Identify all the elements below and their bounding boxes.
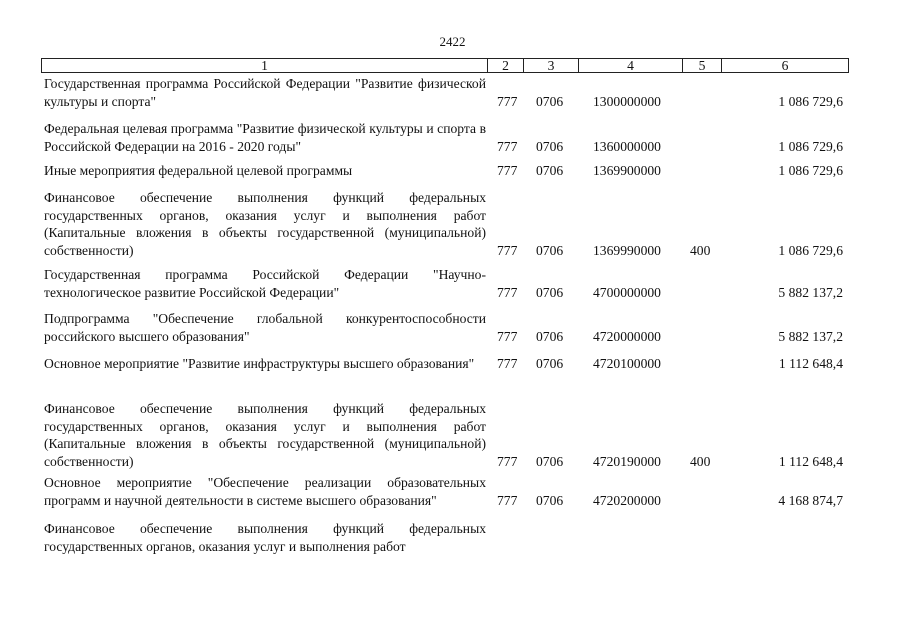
- amount: 1 086 729,6: [778, 242, 843, 258]
- ministry-code: 777: [497, 93, 518, 109]
- table-row: [44, 520, 850, 555]
- section-code: 0706: [536, 328, 564, 344]
- ministry-code: 777: [497, 242, 518, 258]
- section-code: 0706: [536, 356, 564, 371]
- row-description: Подпрограмма "Обеспечение глобальной конкурентоспособности российского высшего образования": [44, 311, 486, 344]
- row-codes: [486, 492, 850, 510]
- ministry-code: 777: [497, 163, 518, 178]
- table-row: [44, 310, 850, 345]
- row-codes: [486, 355, 850, 373]
- amount: 1 086 729,6: [778, 163, 843, 178]
- row-codes: [486, 242, 850, 260]
- section-code: 0706: [536, 242, 564, 258]
- section-code: 0706: [536, 492, 564, 508]
- section-code: 0706: [536, 93, 564, 109]
- row-codes: [486, 538, 850, 556]
- target-article-code: 1300000000: [593, 93, 661, 109]
- expense-type-code: 400: [690, 453, 711, 469]
- ministry-code: 777: [497, 284, 518, 300]
- amount: 4 168 874,7: [778, 492, 843, 508]
- header-col-1: 1: [42, 59, 488, 72]
- amount: 1 086 729,6: [778, 138, 843, 154]
- row-codes: [486, 138, 850, 156]
- amount: 1 112 648,4: [778, 453, 843, 469]
- table-row: [44, 400, 850, 470]
- row-codes: [486, 284, 850, 302]
- section-code: 0706: [536, 284, 564, 300]
- amount: 1 086 729,6: [778, 93, 843, 109]
- row-description: Основное мероприятие "Обеспечение реализации образовательных программ и научной деятельности в системе высшего образования": [44, 475, 486, 508]
- row-codes: [486, 328, 850, 346]
- page-number: 2422: [439, 34, 466, 49]
- header-col-6: 6: [781, 58, 789, 73]
- target-article-code: 4720190000: [593, 453, 661, 469]
- table-row: [44, 162, 850, 180]
- row-description: Основное мероприятие "Развитие инфраструктуры высшего образования": [44, 356, 475, 371]
- target-article-code: 1369900000: [593, 163, 661, 178]
- table-row: [44, 189, 850, 259]
- section-code: 0706: [536, 138, 564, 154]
- ministry-code: 777: [497, 453, 518, 469]
- target-article-code: 4720000000: [593, 328, 661, 344]
- amount: 5 882 137,2: [778, 328, 843, 344]
- amount: 5 882 137,2: [778, 284, 843, 300]
- target-article-code: 4720100000: [593, 356, 661, 371]
- header-col-3: 3: [524, 59, 579, 72]
- target-article-code: 1360000000: [593, 138, 661, 154]
- ministry-code: 777: [497, 492, 518, 508]
- header-col-2: 2: [488, 59, 524, 72]
- table-row: [44, 474, 850, 509]
- section-code: 0706: [536, 453, 564, 469]
- amount: 1 112 648,4: [778, 356, 843, 371]
- table-row: [44, 75, 850, 110]
- header-col-4: 4: [579, 59, 683, 72]
- ministry-code: 777: [497, 138, 518, 154]
- table-row: [44, 120, 850, 155]
- row-description: Финансовое обеспечение выполнения функций федеральных государственных органов, оказания услуг и выполнения работ: [44, 521, 486, 554]
- row-description: Федеральная целевая программа "Развитие физической культуры и спорта в Российской Федерации на 2016 - 2020 годы": [44, 121, 486, 154]
- table-row: [44, 266, 850, 301]
- target-article-code: 4720200000: [593, 492, 661, 508]
- row-description: Государственная программа Российской Федерации "Развитие физической культуры и спорта": [44, 76, 486, 109]
- row-description: Иные мероприятия федеральной целевой программы: [44, 163, 353, 178]
- target-article-code: 1369990000: [593, 242, 661, 258]
- expense-type-code: 400: [690, 242, 711, 258]
- ministry-code: 777: [497, 356, 518, 371]
- section-code: 0706: [536, 163, 564, 178]
- table-row: [44, 355, 850, 373]
- row-description: Государственная программа Российской Федерации "Научно-технологическое развитие Российской Федерации": [44, 267, 486, 300]
- row-description: Финансовое обеспечение выполнения функций федеральных государственных органов, оказания услуг и выполнения работ (Капитальные вложения в объекты государственной (муниципальной) собственности): [44, 190, 486, 258]
- ministry-code: 777: [497, 328, 518, 344]
- row-codes: [486, 162, 850, 180]
- row-codes: [486, 453, 850, 471]
- header-col-5: 5: [683, 59, 722, 72]
- target-article-code: 4700000000: [593, 284, 661, 300]
- table-header: [41, 58, 849, 73]
- row-description: Финансовое обеспечение выполнения функций федеральных государственных органов, оказания услуг и выполнения работ (Капитальные вложения в объекты государственной (муниципальной) собственности): [44, 401, 486, 469]
- row-codes: [486, 93, 850, 111]
